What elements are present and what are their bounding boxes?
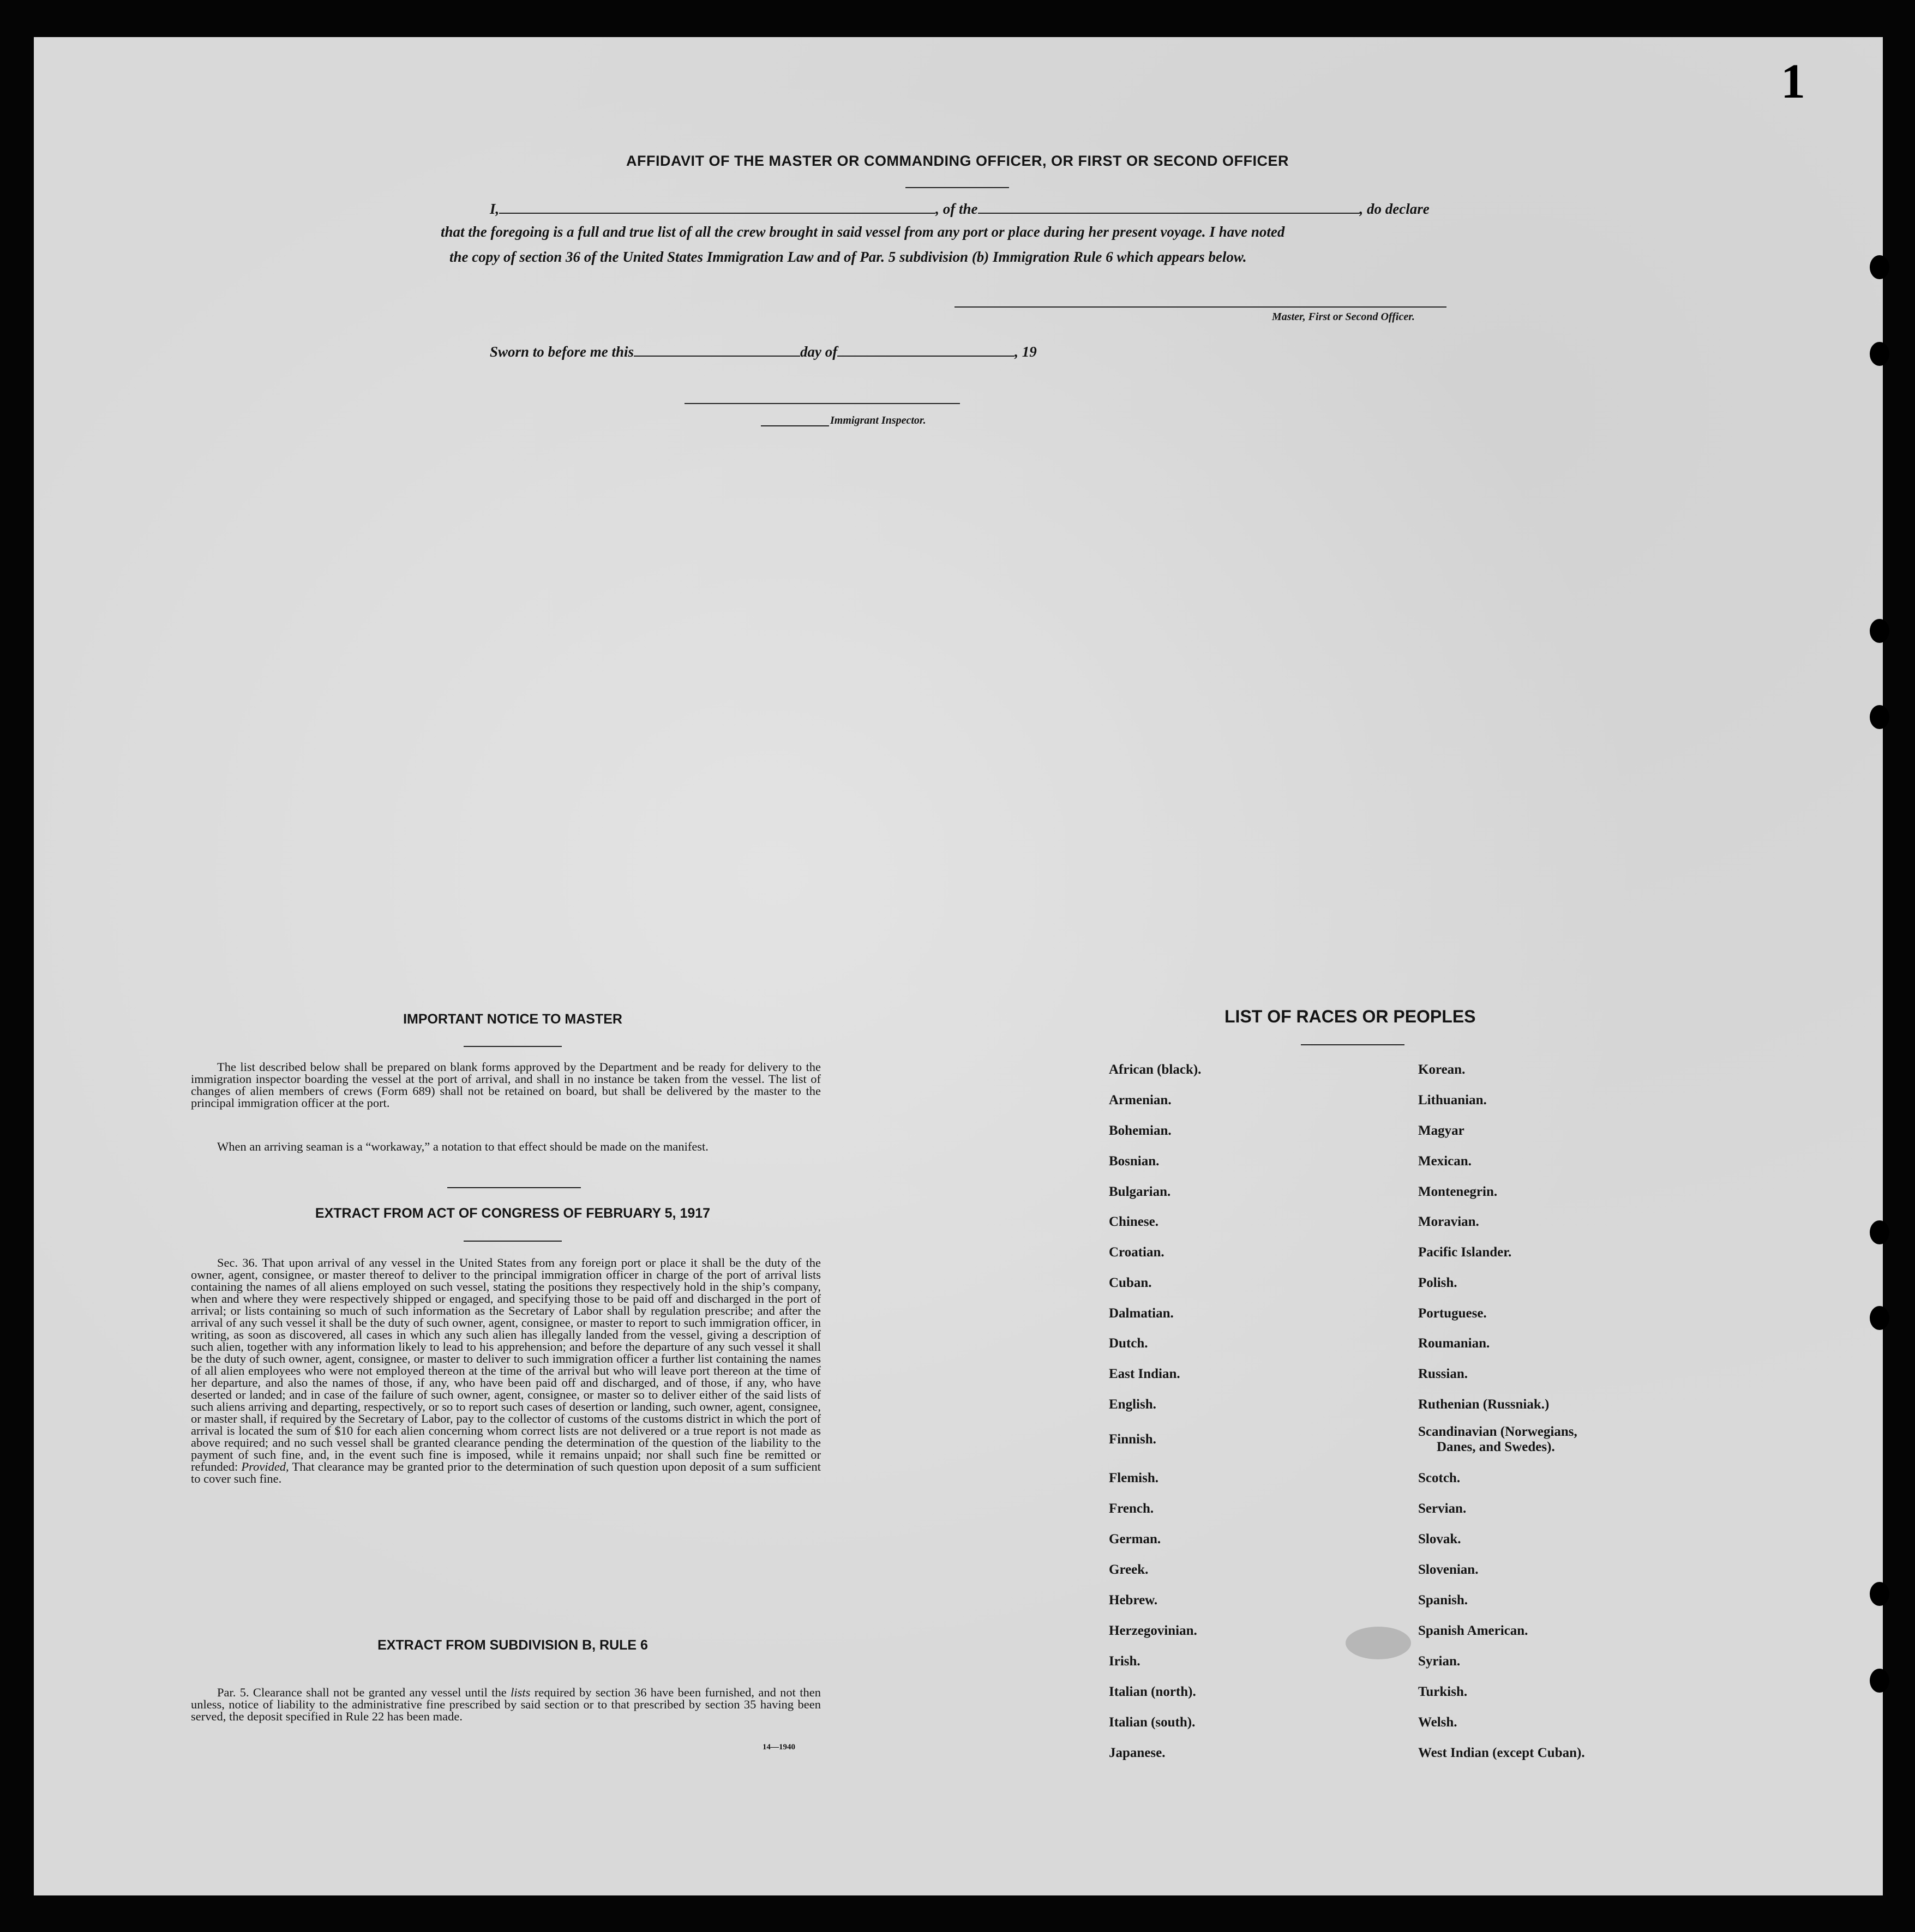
form-number: 14—1940 (763, 1743, 795, 1752)
race-item: Herzegovinian. (1109, 1623, 1197, 1638)
race-item: Irish. (1109, 1654, 1140, 1669)
race-item: French. (1109, 1501, 1154, 1516)
race-item: Bosnian. (1109, 1154, 1160, 1169)
race-item: Roumanian. (1418, 1336, 1490, 1351)
punch-hole (1870, 255, 1889, 279)
rule-6-text (191, 1687, 821, 1723)
sworn-month-field[interactable] (837, 345, 1014, 357)
race-item: Welsh. (1418, 1715, 1457, 1730)
race-item: Bohemian. (1109, 1123, 1172, 1138)
race-item: Dutch. (1109, 1336, 1148, 1351)
inspector-caption: Immigrant Inspector. (830, 414, 926, 426)
race-item: Bulgarian. (1109, 1184, 1171, 1199)
year-label: , 19 (1014, 344, 1037, 360)
race-item: Finnish. (1109, 1432, 1156, 1447)
race-item: Russian. (1418, 1367, 1468, 1381)
extract-act-title: EXTRACT FROM ACT OF CONGRESS OF FEBRUARY 5, 1917 (315, 1206, 711, 1221)
race-item: Cuban. (1109, 1275, 1152, 1290)
race-item: Lithuanian. (1418, 1093, 1487, 1108)
race-item: Mexican. (1418, 1154, 1472, 1169)
extract-rule-title: EXTRACT FROM SUBDIVISION B, RULE 6 (377, 1638, 648, 1653)
race-item: Italian (north). (1109, 1684, 1196, 1699)
race-item: Japanese. (1109, 1746, 1166, 1760)
punch-hole (1870, 705, 1889, 729)
sworn-line (490, 344, 1037, 360)
section-36-text (191, 1257, 821, 1485)
race-item: Servian. (1418, 1501, 1467, 1516)
race-item: West Indian (except Cuban). (1418, 1746, 1585, 1760)
extract-act-title-rule (464, 1241, 562, 1242)
officer-signature-line[interactable] (955, 306, 1446, 308)
race-item: Korean. (1418, 1062, 1466, 1077)
sworn-day-field[interactable] (634, 345, 800, 357)
notice-title-rule (464, 1046, 562, 1047)
race-item: Spanish American. (1418, 1623, 1528, 1638)
sworn-label: Sworn to before me this (490, 344, 634, 360)
declarant-label: I, (490, 201, 500, 217)
race-item: Armenian. (1109, 1093, 1172, 1108)
affidavit-title: AFFIDAVIT OF THE MASTER OR COMMANDING OFFICER, OR FIRST OR SECOND OFFICER (626, 153, 1289, 169)
declaration-line-3: the copy of section 36 of the United States Immigration Law and of Par. 5 subdivision (b) Immigration Rule 6 which appears below. (449, 249, 1247, 265)
page-number: 1 (1781, 55, 1805, 109)
day-of-label: day of (800, 344, 838, 360)
race-item: Hebrew. (1109, 1593, 1158, 1608)
rule-6-body-end: required by section 36 have been furnished, and not then unless, notice of liability to the administrative fine prescribed by said section or to that prescribed by section 35 having been served, the deposit specified in Rule 22 has been made. (191, 1686, 821, 1723)
notice-paragraph-2: When an arriving seaman is a “workaway,” a notation to that effect should be made on the manifest. (217, 1140, 709, 1153)
punch-hole (1870, 1582, 1889, 1606)
race-item: Croatian. (1109, 1245, 1164, 1260)
race-item: Portuguese. (1418, 1306, 1487, 1321)
race-item: Turkish. (1418, 1684, 1468, 1699)
do-declare-label: , do declare (1359, 201, 1430, 217)
race-item: Magyar (1418, 1123, 1464, 1138)
punch-hole (1870, 1669, 1889, 1693)
inspector-caption-rule (761, 425, 829, 426)
race-item: Pacific Islander. (1418, 1245, 1512, 1260)
inspector-signature-line[interactable] (685, 403, 960, 404)
declarant-name-field[interactable] (499, 202, 935, 214)
races-title-rule (1301, 1044, 1404, 1045)
race-item: Greek. (1109, 1562, 1149, 1577)
title-rule (905, 187, 1009, 188)
form-page (34, 37, 1883, 1895)
notice-title: IMPORTANT NOTICE TO MASTER (403, 1012, 622, 1027)
race-item: Scandinavian (Norwegians, (1418, 1424, 1577, 1439)
punch-hole (1870, 619, 1889, 643)
race-item: Flemish. (1109, 1471, 1158, 1485)
paper-stain (1346, 1627, 1411, 1659)
officer-signature-caption: Master, First or Second Officer. (1272, 311, 1415, 323)
race-item: Spanish. (1418, 1593, 1468, 1608)
punch-hole (1870, 1306, 1889, 1330)
race-item-continuation: Danes, and Swedes). (1437, 1440, 1555, 1454)
race-item: Montenegrin. (1418, 1184, 1498, 1199)
race-item: East Indian. (1109, 1367, 1180, 1381)
race-item: English. (1109, 1397, 1156, 1412)
race-item: Italian (south). (1109, 1715, 1196, 1730)
race-item: Scotch. (1418, 1471, 1461, 1485)
race-item: Slovak. (1418, 1532, 1461, 1546)
declaration-line-1 (490, 201, 1430, 218)
rule-6-body: Par. 5. Clearance shall not be granted any vessel until the (217, 1686, 507, 1699)
notice-paragraph-1: The list described below shall be prepared on blank forms approved by the Department and be ready for delivery to the immigration inspector boarding the vessel at the port of arrival, and shall in no instance be taken from the vessel. The list of changes of alien members of crews (Form 689) shall not be retained on board, but shall be delivered by the master to the principal immigration officer at the port. (191, 1060, 821, 1110)
vessel-name-field[interactable] (978, 202, 1360, 214)
section-36-body: That upon arrival of any vessel in the United States from any foreign port or place it shall be the duty of the owner, agent, consignee, or master thereof to deliver to the principal immigration officer in charge of the port of arrival lists containing the names of all aliens employed on such vessel, stating the positions they respectively hold in the ship’s company, when and where they were respectively shipped or engaged, and specifying those to be paid off and discharged in the port of arrival; or lists containing so much of such information as the Secretary of Labor shall by regulation prescribe; and after the arrival of any such vessel it shall be the duty of such owner, agent, consignee, or master to report to such immigration officer, in writing, as soon as discovered, all cases in which any such alien has illegally landed from the vessel, giving a description of such alien, together with any information likely to lead to his apprehension; and before the departure of any such vessel it shall be the duty of such owner, agent, consignee, or master to deliver to such immigration officer a further list containing the names of all alien employees who were not employed thereon at the time of the arrival but who will leave port thereon at the time of her departure, and also the names of those, if any, who have been paid off and discharged, and of those, if any, who have deserted or landed; and in case of the failure of such owner, agent, consignee, or master so to deliver either of the said lists of such aliens arriving and departing, respectively, or so to report such cases of desertion or landing, such owner, agent, consignee, or master shall, if required by the Secretary of Labor, pay to the collector of customs of the customs district in which the port of arrival is located the sum of $10 for each alien concerning whom correct lists are not delivered or a true report is not made as above required; and no such vessel shall be granted clearance pending the determination of the question of the liability to the payment of such fine, and, in the event such fine is imposed, while it remains unpaid; nor shall such fine be remitted or refunded: (191, 1256, 821, 1473)
punch-hole (1870, 342, 1889, 366)
of-the-label: , of the (935, 201, 978, 217)
race-item: Moravian. (1418, 1214, 1479, 1229)
race-item: German. (1109, 1532, 1161, 1546)
race-item: African (black). (1109, 1062, 1202, 1077)
declaration-line-2: that the foregoing is a full and true list of all the crew brought in said vessel from any port or place during her present voyage. I have noted (441, 224, 1285, 240)
provided-word: Provided, (241, 1460, 289, 1473)
race-item: Dalmatian. (1109, 1306, 1174, 1321)
punch-hole (1870, 1220, 1889, 1244)
lists-word: lists (511, 1686, 531, 1699)
race-item: Ruthenian (Russniak.) (1418, 1397, 1550, 1412)
races-title: LIST OF RACES OR PEOPLES (1224, 1007, 1476, 1026)
notice-end-rule (447, 1187, 581, 1188)
race-item: Polish. (1418, 1275, 1457, 1290)
section-36-label: Sec. 36. (217, 1256, 258, 1269)
section-36-body-end: That clearance may be granted prior to the determination of such question upon deposit of a sum sufficient to cover such fine. (191, 1460, 821, 1485)
race-item: Slovenian. (1418, 1562, 1479, 1577)
race-item: Syrian. (1418, 1654, 1461, 1669)
race-item: Chinese. (1109, 1214, 1158, 1229)
